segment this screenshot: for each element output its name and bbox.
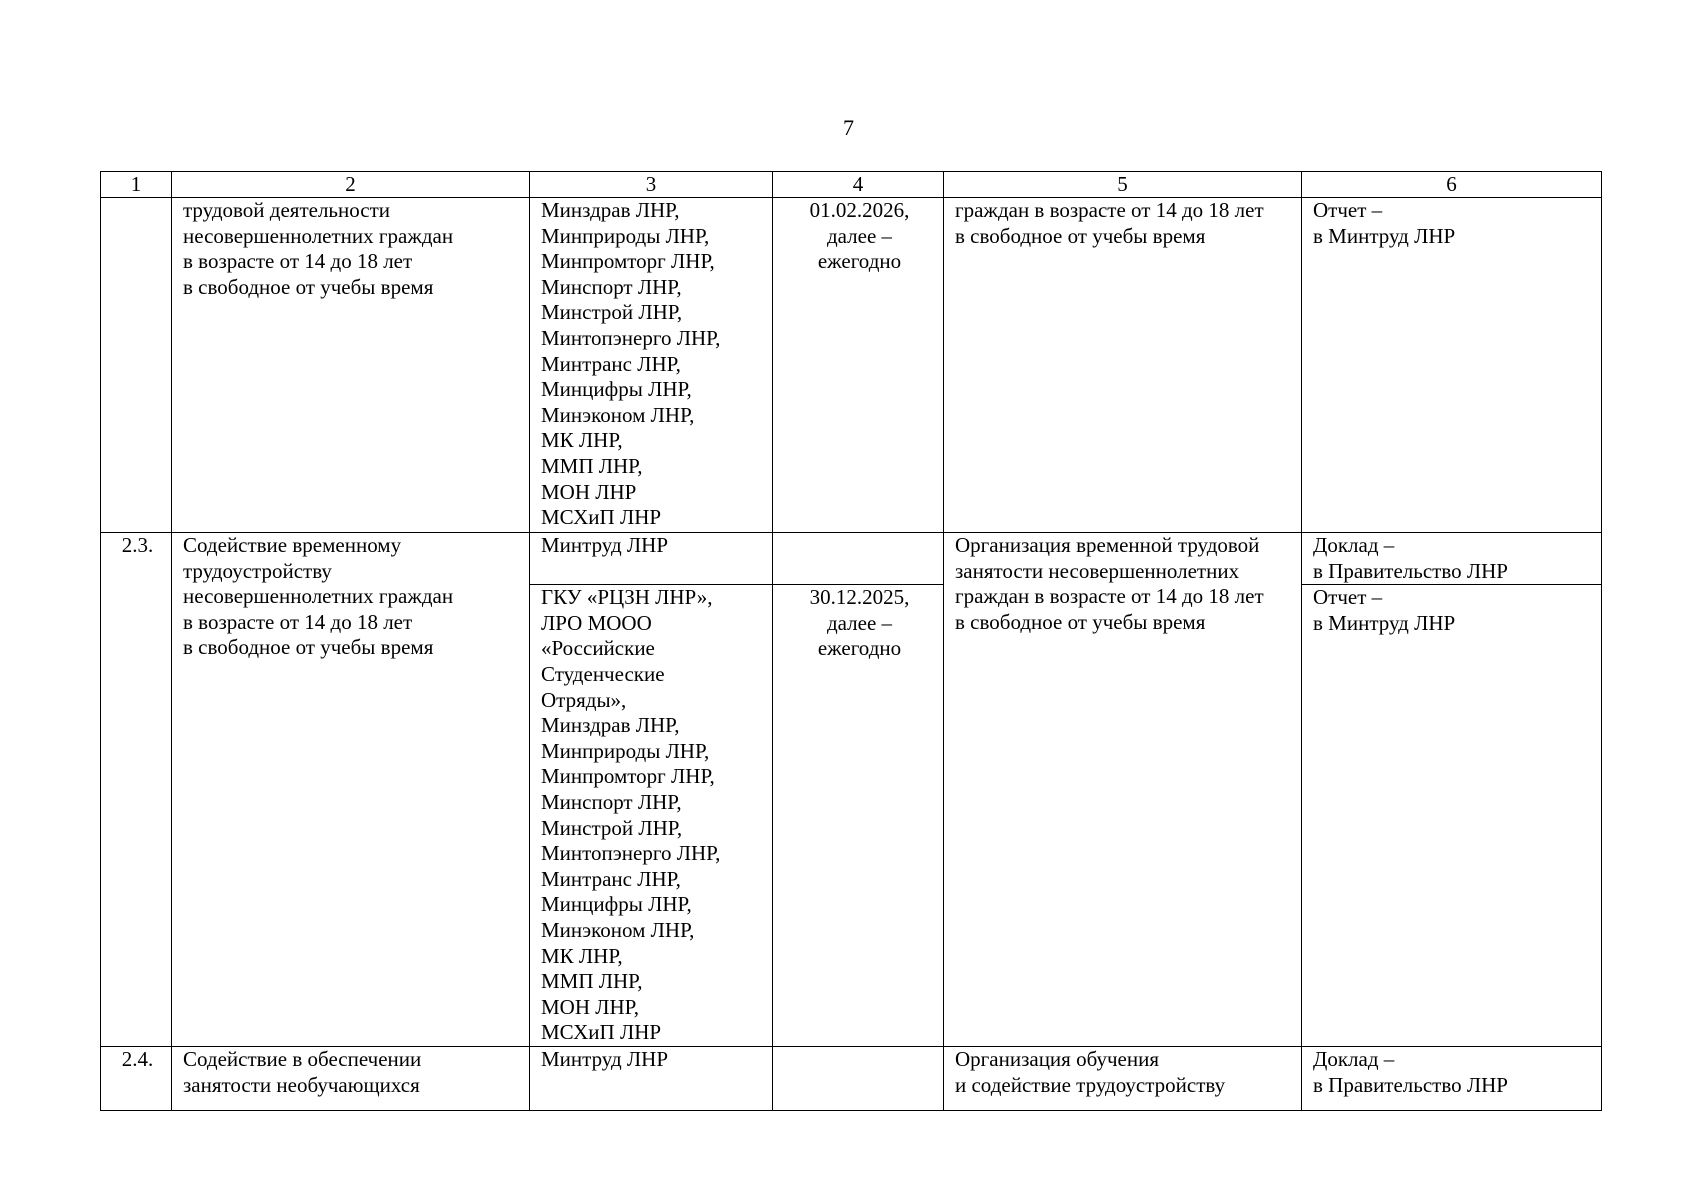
header-cell: 2 xyxy=(172,172,530,198)
report-cell: Доклад – в Правительство ЛНР xyxy=(1302,533,1602,585)
header-cell: 6 xyxy=(1302,172,1602,198)
header-cell: 1 xyxy=(101,172,172,198)
row-number: 2.4. xyxy=(101,1047,172,1111)
report-cell: Отчет – в Минтруд ЛНР xyxy=(1302,198,1602,533)
row-number xyxy=(101,198,172,533)
executors-cell: Минздрав ЛНР, Минприроды ЛНР, Минпромторг ЛНР, Минспорт ЛНР, Минстрой ЛНР, Минтопэнерго ЛНР, Минтранс ЛНР, Минцифры ЛНР, Минэконом ЛНР, МК ЛНР, ММП ЛНР, МОН ЛНР МСХиП ЛНР xyxy=(530,198,773,533)
table-header-row xyxy=(101,172,1602,198)
measure-cell: Содействие в обеспечении занятости необучающихся xyxy=(172,1047,530,1111)
executors-cell: Минтруд ЛНР xyxy=(530,1047,773,1111)
header-cell: 5 xyxy=(944,172,1302,198)
header-cell: 3 xyxy=(530,172,773,198)
header-cell: 4 xyxy=(773,172,944,198)
measures-table xyxy=(100,171,1602,1111)
measure-cell: Содействие временному трудоустройству несовершеннолетних граждан в возрасте от 14 до 18 лет в свободное от учебы время xyxy=(172,533,530,1047)
executors-cell: ГКУ «РЦЗН ЛНР», ЛРО МООО «Российские Студенческие Отряды», Минздрав ЛНР, Минприроды ЛНР, Минпромторг ЛНР, Минспорт ЛНР, Минстрой ЛНР, Минтопэнерго ЛНР, Минтранс ЛНР, Минцифры ЛНР, Минэконом ЛНР, МК ЛНР, ММП ЛНР, МОН ЛНР, МСХиП ЛНР xyxy=(530,585,773,1047)
deadline-cell xyxy=(773,533,944,585)
measure-cell: трудовой деятельности несовершеннолетних граждан в возрасте от 14 до 18 лет в свободное от учебы время xyxy=(172,198,530,533)
deadline-cell: 01.02.2026, далее – ежегодно xyxy=(773,198,944,533)
table-row xyxy=(101,198,1602,533)
deadline-cell xyxy=(773,1047,944,1111)
result-cell: граждан в возрасте от 14 до 18 лет в свободное от учебы время xyxy=(944,198,1302,533)
page-number: 7 xyxy=(843,115,854,140)
deadline-cell: 30.12.2025, далее – ежегодно xyxy=(773,585,944,1047)
result-cell: Организация обучения и содействие трудоустройству xyxy=(944,1047,1302,1111)
executors-cell: Минтруд ЛНР xyxy=(530,533,773,585)
report-cell: Доклад – в Правительство ЛНР xyxy=(1302,1047,1602,1111)
report-cell: Отчет – в Минтруд ЛНР xyxy=(1302,585,1602,1047)
result-cell: Организация временной трудовой занятости несовершеннолетних граждан в возрасте от 14 до 18 лет в свободное от учебы время xyxy=(944,533,1302,1047)
row-number: 2.3. xyxy=(101,533,172,1047)
table-row xyxy=(101,1047,1602,1111)
table-row xyxy=(101,533,1602,585)
